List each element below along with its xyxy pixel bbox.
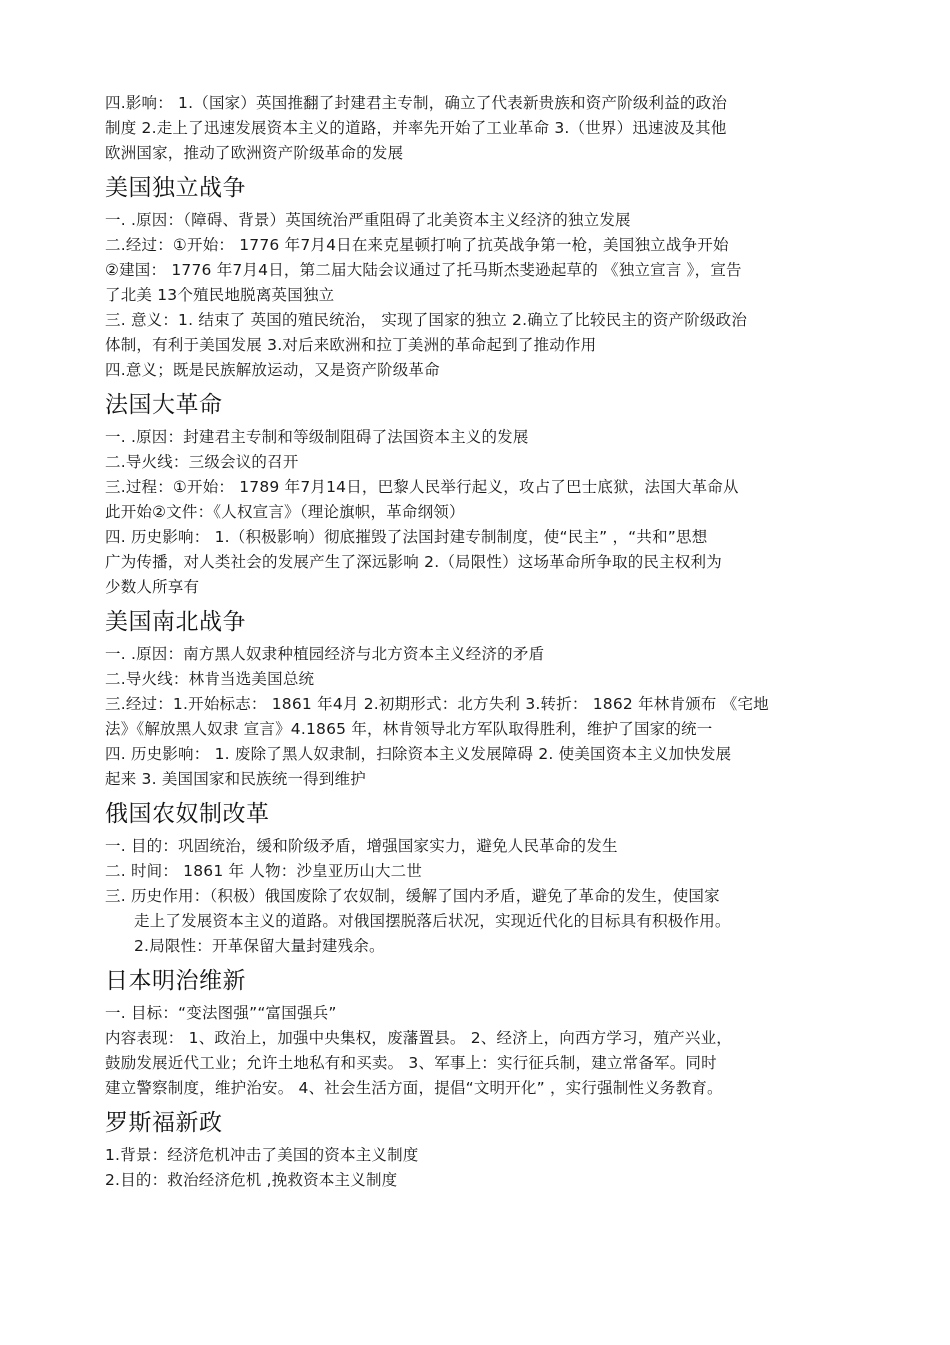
section-line: 一. .原因：封建君主专制和等级制阻碍了法国资本主义的发展 <box>105 428 529 446</box>
section-line: 三. 历史作用：（积极）俄国废除了农奴制，缓解了国内矛盾，避免了革命的发生，使国家 <box>105 887 720 905</box>
section-line: 三. 意义：1. 结束了 英国的殖民统治， 实现了国家的独立 2.确立了比较民主的资产阶级政治 <box>105 311 748 329</box>
section-line: 三.过程：①开始： 1789 年7月14日，巴黎人民举行起义，攻占了巴士底狱，法国大革命从 <box>105 478 739 496</box>
section-line: 了北美 13个殖民地脱离英国独立 <box>105 286 335 304</box>
section-line: 二. 时间： 1861 年 人物：沙皇亚历山大二世 <box>105 862 423 880</box>
section-line: 鼓励发展近代工业；允许土地私有和买卖。 3、军事上：实行征兵制，建立常备军。同时 <box>105 1054 717 1072</box>
section-line: 2.目的：救治经济危机 ,挽救资本主义制度 <box>105 1171 398 1189</box>
section-line: 一. .原因：南方黑人奴隶种植园经济与北方资本主义经济的矛盾 <box>105 645 545 663</box>
section-line: 四. 历史影响： 1. 废除了黑人奴隶制，扫除资本主义发展障碍 2. 使美国资本主义加快发展 <box>105 745 732 763</box>
section-line: 内容表现： 1、政治上，加强中央集权，废藩置县。 2、经济上，向西方学习，殖产兴业， <box>105 1029 732 1047</box>
section-title-american-civil-war: 美国南北战争 <box>105 609 246 635</box>
section-line: 少数人所享有 <box>105 578 200 596</box>
section-line: 一. 目标：“变法图强”“富国强兵” <box>105 1004 337 1022</box>
section-line: 四. 历史影响： 1.（积极影响）彻底摧毁了法国封建专制制度，使“民主” ，“共和”思想 <box>105 528 708 546</box>
section-line: 体制，有利于美国发展 3.对后来欧洲和拉丁美洲的革命起到了推动作用 <box>105 336 597 354</box>
section-line: 一. .原因：（障碍、背景）英国统治严重阻碍了北美资本主义经济的独立发展 <box>105 211 631 229</box>
section-title-russian-serf-reform: 俄国农奴制改革 <box>105 801 270 827</box>
section-line: 法》《解放黑人奴隶 宣言》4.1865 年，林肯领导北方军队取得胜利，维护了国家的统一 <box>105 720 713 738</box>
intro-line: 制度 2.走上了迅速发展资本主义的道路，并率先开始了工业革命 3.（世界）迅速波及其他 <box>105 119 727 137</box>
section-line: 四.意义；既是民族解放运动，又是资产阶级革命 <box>105 361 440 379</box>
section-line: 起来 3. 美国国家和民族统一得到维护 <box>105 770 366 788</box>
intro-line: 四.影响： 1.（国家）英国推翻了封建君主专制，确立了代表新贵族和资产阶级利益的政治 <box>105 94 728 112</box>
section-line: 1.背景：经济危机冲击了美国的资本主义制度 <box>105 1146 419 1164</box>
section-line: 二.经过：①开始： 1776 年7月4日在来克星顿打响了抗英战争第一枪，美国独立战争开始 <box>105 236 729 254</box>
section-line: 三.经过：1.开始标志： 1861 年4月 2.初期形式：北方失利 3.转折： 1862 年林肯颁布 《宅地 <box>105 695 769 713</box>
section-line: ②建国： 1776 年7月4日，第二届大陆会议通过了托马斯杰斐逊起草的 《独立宣言 》，宣告 <box>105 261 742 279</box>
section-line: 此开始②文件：《人权宣言》（理论旗帜，革命纲领） <box>105 503 465 521</box>
section-title-american-independence: 美国独立战争 <box>105 175 246 201</box>
section-line: 二.导火线：林肯当选美国总统 <box>105 670 315 688</box>
section-line: 一. 目的：巩固统治，缓和阶级矛盾，增强国家实力，避免人民革命的发生 <box>105 837 618 855</box>
section-title-meiji-restoration: 日本明治维新 <box>105 968 246 994</box>
section-title-roosevelt-new-deal: 罗斯福新政 <box>105 1110 223 1136</box>
section-indent-line: 2.局限性：开革保留大量封建残余。 <box>134 937 385 955</box>
section-line: 建立警察制度，维护治安。 4、社会生活方面，提倡“文明开化” ，实行强制性义务教育。 <box>105 1079 723 1097</box>
intro-line: 欧洲国家，推动了欧洲资产阶级革命的发展 <box>105 144 404 162</box>
section-indent-line: 走上了发展资本主义的道路。对俄国摆脱落后状况，实现近代化的目标具有积极作用。 <box>134 912 731 930</box>
section-title-french-revolution: 法国大革命 <box>105 392 223 418</box>
section-line: 广为传播，对人类社会的发展产生了深远影响 2.（局限性）这场革命所争取的民主权利为 <box>105 553 722 571</box>
section-line: 二.导火线：三级会议的召开 <box>105 453 299 471</box>
document-content <box>105 91 855 1193</box>
